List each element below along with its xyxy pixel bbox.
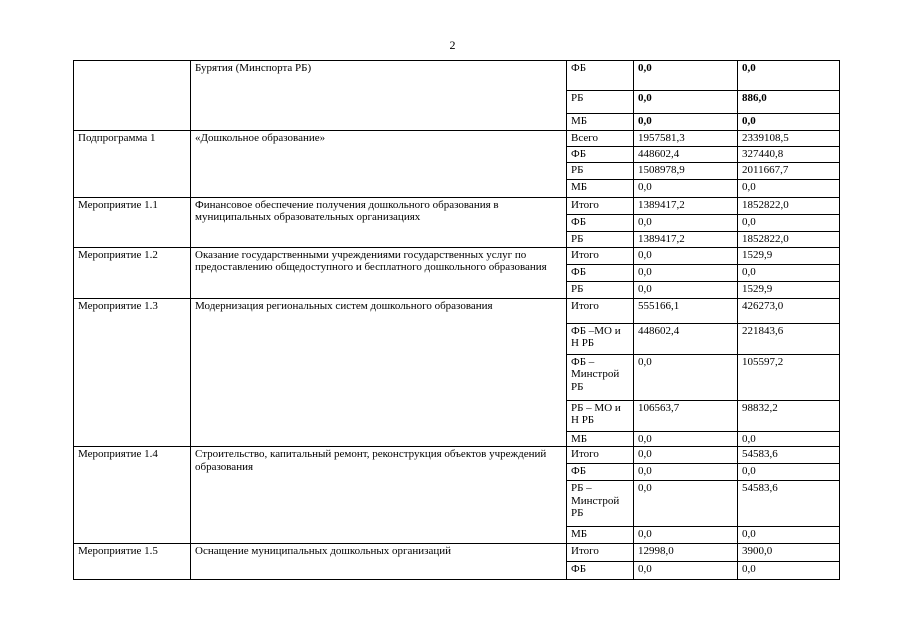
value-cell-1: 0,0 xyxy=(634,562,738,580)
program-name-cell: Строительство, капитальный ремонт, реконструкция объектов учреждений образования xyxy=(191,447,567,544)
value-cell-1: 0,0 xyxy=(634,247,738,264)
program-code-cell: Мероприятие 1.3 xyxy=(74,298,191,447)
value-cell-1: 0,0 xyxy=(634,281,738,298)
funding-source-cell: РБ xyxy=(567,91,634,114)
funding-source-cell: РБ – МО и Н РБ xyxy=(567,400,634,431)
funding-source-cell: Всего xyxy=(567,131,634,147)
value-cell-1: 0,0 xyxy=(634,114,738,131)
table-row xyxy=(74,298,840,323)
program-code-cell: Мероприятие 1.5 xyxy=(74,544,191,580)
value-cell-2: 98832,2 xyxy=(738,400,840,431)
funding-source-cell: Итого xyxy=(567,197,634,214)
program-name-cell: Бурятия (Минспорта РБ) xyxy=(191,61,567,131)
value-cell-2: 1529,9 xyxy=(738,247,840,264)
value-cell-2: 0,0 xyxy=(738,179,840,197)
funding-source-cell: Итого xyxy=(567,247,634,264)
funding-source-cell: ФБ xyxy=(567,464,634,481)
value-cell-2: 327440,8 xyxy=(738,147,840,163)
funding-source-cell: МБ xyxy=(567,431,634,447)
value-cell-2: 54583,6 xyxy=(738,481,840,527)
value-cell-1: 0,0 xyxy=(634,431,738,447)
value-cell-2: 105597,2 xyxy=(738,354,840,400)
value-cell-2: 2011667,7 xyxy=(738,162,840,179)
value-cell-1: 555166,1 xyxy=(634,298,738,323)
funding-source-cell: Итого xyxy=(567,298,634,323)
table-row xyxy=(74,131,840,147)
funding-source-cell: РБ xyxy=(567,231,634,247)
value-cell-1: 12998,0 xyxy=(634,544,738,562)
value-cell-1: 0,0 xyxy=(634,91,738,114)
value-cell-2: 1852822,0 xyxy=(738,231,840,247)
value-cell-1: 0,0 xyxy=(634,179,738,197)
value-cell-2: 0,0 xyxy=(738,431,840,447)
value-cell-2: 0,0 xyxy=(738,264,840,281)
program-name-cell: Модернизация региональных систем дошкольного образования xyxy=(191,298,567,447)
funding-source-cell: РБ xyxy=(567,162,634,179)
program-code-cell xyxy=(74,61,191,131)
funding-source-cell: ФБ –МО и Н РБ xyxy=(567,323,634,354)
page-number: 2 xyxy=(449,38,456,52)
table-row xyxy=(74,447,840,464)
value-cell-1: 0,0 xyxy=(634,481,738,527)
value-cell-1: 1508978,9 xyxy=(634,162,738,179)
program-code-cell: Мероприятие 1.4 xyxy=(74,447,191,544)
value-cell-1: 448602,4 xyxy=(634,147,738,163)
program-code-cell: Мероприятие 1.2 xyxy=(74,247,191,298)
value-cell-2: 426273,0 xyxy=(738,298,840,323)
funding-source-cell: ФБ xyxy=(567,214,634,231)
value-cell-2: 3900,0 xyxy=(738,544,840,562)
funding-source-cell: Итого xyxy=(567,447,634,464)
program-name-cell: Оказание государственными учреждениями государственных услуг по предоставлению общедоступного и бесплатного дошкольного образования xyxy=(191,247,567,298)
value-cell-1: 0,0 xyxy=(634,264,738,281)
value-cell-1: 0,0 xyxy=(634,61,738,91)
funding-source-cell: МБ xyxy=(567,527,634,544)
funding-source-cell: ФБ xyxy=(567,562,634,580)
value-cell-2: 0,0 xyxy=(738,114,840,131)
value-cell-2: 0,0 xyxy=(738,61,840,91)
table-row xyxy=(74,197,840,214)
value-cell-1: 0,0 xyxy=(634,464,738,481)
value-cell-1: 106563,7 xyxy=(634,400,738,431)
budget-table xyxy=(73,60,840,580)
program-code-cell: Мероприятие 1.1 xyxy=(74,197,191,247)
funding-source-cell: ФБ xyxy=(567,264,634,281)
value-cell-2: 1529,9 xyxy=(738,281,840,298)
funding-source-cell: МБ xyxy=(567,114,634,131)
value-cell-2: 0,0 xyxy=(738,464,840,481)
value-cell-1: 0,0 xyxy=(634,527,738,544)
table-row xyxy=(74,61,840,91)
value-cell-2: 0,0 xyxy=(738,527,840,544)
funding-source-cell: РБ – Минстрой РБ xyxy=(567,481,634,527)
value-cell-2: 0,0 xyxy=(738,214,840,231)
value-cell-1: 1957581,3 xyxy=(634,131,738,147)
value-cell-2: 1852822,0 xyxy=(738,197,840,214)
value-cell-1: 0,0 xyxy=(634,354,738,400)
value-cell-1: 0,0 xyxy=(634,214,738,231)
funding-source-cell: МБ xyxy=(567,179,634,197)
funding-source-cell: Итого xyxy=(567,544,634,562)
value-cell-2: 886,0 xyxy=(738,91,840,114)
value-cell-1: 448602,4 xyxy=(634,323,738,354)
value-cell-2: 54583,6 xyxy=(738,447,840,464)
funding-source-cell: ФБ xyxy=(567,147,634,163)
table-row xyxy=(74,247,840,264)
value-cell-2: 221843,6 xyxy=(738,323,840,354)
table-row xyxy=(74,544,840,562)
funding-source-cell: ФБ – Минстрой РБ xyxy=(567,354,634,400)
program-name-cell: Оснащение муниципальных дошкольных организаций xyxy=(191,544,567,580)
program-code-cell: Подпрограмма 1 xyxy=(74,131,191,198)
program-name-cell: «Дошкольное образование» xyxy=(191,131,567,198)
value-cell-2: 2339108,5 xyxy=(738,131,840,147)
value-cell-1: 1389417,2 xyxy=(634,197,738,214)
funding-source-cell: РБ xyxy=(567,281,634,298)
funding-source-cell: ФБ xyxy=(567,61,634,91)
value-cell-1: 0,0 xyxy=(634,447,738,464)
value-cell-2: 0,0 xyxy=(738,562,840,580)
program-name-cell: Финансовое обеспечение получения дошкольного образования в муниципальных образовательных организациях xyxy=(191,197,567,247)
value-cell-1: 1389417,2 xyxy=(634,231,738,247)
